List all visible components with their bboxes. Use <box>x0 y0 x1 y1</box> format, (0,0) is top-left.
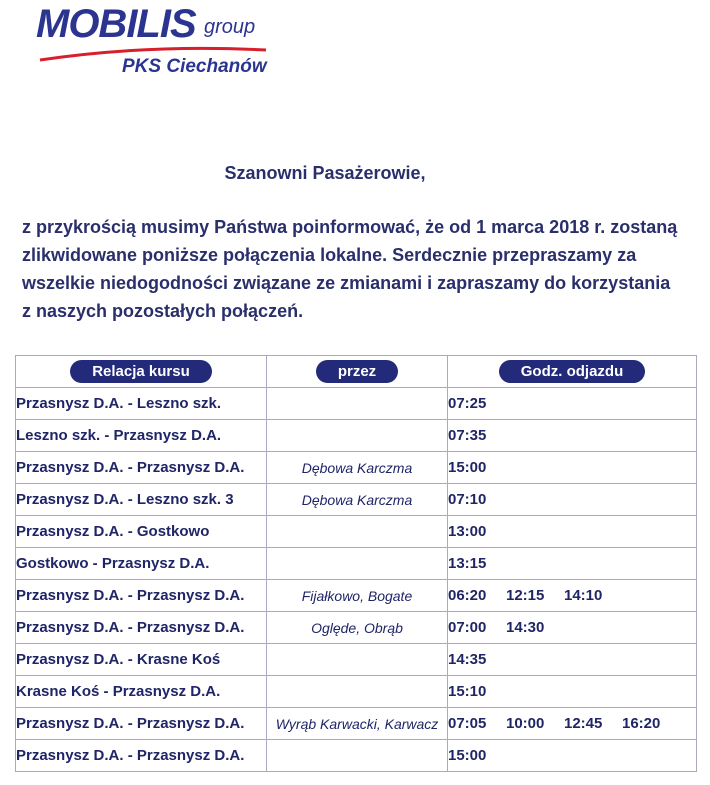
departure-time: 16:20 <box>622 715 661 732</box>
table-row <box>16 676 697 708</box>
table-row <box>16 420 697 452</box>
departure-time: 07:35 <box>448 427 487 444</box>
departure-time: 07:00 <box>448 619 487 636</box>
via-cell: Dębowa Karczma <box>267 484 448 516</box>
route-cell: Przasnysz D.A. - Gostkowo <box>16 516 267 548</box>
times-cell <box>448 548 697 580</box>
timetable-header-row <box>16 356 697 388</box>
notice-body <box>22 213 702 325</box>
departure-time: 13:15 <box>448 555 487 572</box>
table-row <box>16 612 697 644</box>
header-times-label: Godz. odjazdu <box>499 360 646 383</box>
departure-time: 10:00 <box>506 715 545 732</box>
route-cell: Leszno szk. - Przasnysz D.A. <box>16 420 267 452</box>
route-cell: Przasnysz D.A. - Przasnysz D.A. <box>16 740 267 772</box>
route-cell: Przasnysz D.A. - Przasnysz D.A. <box>16 612 267 644</box>
table-row <box>16 452 697 484</box>
departure-time: 07:10 <box>448 491 487 508</box>
header-via <box>267 356 448 388</box>
notice-line: z naszych pozostałych połączeń. <box>22 301 304 321</box>
table-row <box>16 548 697 580</box>
via-cell <box>267 676 448 708</box>
departure-time: 06:20 <box>448 587 487 604</box>
times-cell <box>448 420 697 452</box>
times-cell <box>448 740 697 772</box>
times-cell <box>448 516 697 548</box>
times-cell <box>448 580 697 612</box>
departure-time: 15:10 <box>448 683 487 700</box>
departure-time: 12:45 <box>564 715 603 732</box>
notice-line: z przykrością musimy Państwa poinformować, że od 1 marca 2018 r. zostaną <box>22 217 678 237</box>
header-via-label: przez <box>316 360 398 383</box>
table-row <box>16 484 697 516</box>
route-cell: Przasnysz D.A. - Leszno szk. <box>16 388 267 420</box>
times-cell <box>448 708 697 740</box>
logo-suffix: group <box>204 16 256 38</box>
table-row <box>16 516 697 548</box>
notice-greeting: Szanowni Pasażerowie, <box>224 163 426 183</box>
departure-time: 15:00 <box>448 459 487 476</box>
departure-time: 12:15 <box>506 587 545 604</box>
via-cell <box>267 420 448 452</box>
departure-time: 14:30 <box>506 619 545 636</box>
route-cell: Przasnysz D.A. - Krasne Koś <box>16 644 267 676</box>
route-cell: Przasnysz D.A. - Leszno szk. 3 <box>16 484 267 516</box>
route-cell: Krasne Koś - Przasnysz D.A. <box>16 676 267 708</box>
via-cell: Wyrąb Karwacki, Karwacz <box>267 708 448 740</box>
times-cell <box>448 612 697 644</box>
company-logo <box>36 2 276 80</box>
route-cell: Przasnysz D.A. - Przasnysz D.A. <box>16 452 267 484</box>
times-cell <box>448 644 697 676</box>
table-row <box>16 740 697 772</box>
notice-line: wszelkie niedogodności związane ze zmianami i zapraszamy do korzystania <box>22 273 671 293</box>
via-cell: Oględe, Obrąb <box>267 612 448 644</box>
departure-time: 14:35 <box>448 651 487 668</box>
departure-time: 07:25 <box>448 395 487 412</box>
timetable <box>15 355 697 772</box>
departure-time: 13:00 <box>448 523 487 540</box>
times-cell <box>448 388 697 420</box>
via-cell <box>267 516 448 548</box>
times-cell <box>448 484 697 516</box>
table-row <box>16 388 697 420</box>
via-cell <box>267 644 448 676</box>
departure-time: 14:10 <box>564 587 603 604</box>
times-cell <box>448 676 697 708</box>
departure-time: 15:00 <box>448 747 487 764</box>
table-row <box>16 708 697 740</box>
route-cell: Przasnysz D.A. - Przasnysz D.A. <box>16 580 267 612</box>
via-cell: Fijałkowo, Bogate <box>267 580 448 612</box>
times-cell <box>448 452 697 484</box>
route-cell: Gostkowo - Przasnysz D.A. <box>16 548 267 580</box>
logo-subtitle: PKS Ciechanów <box>122 56 267 77</box>
table-row <box>16 580 697 612</box>
logo-brand: MOBILIS <box>36 2 196 46</box>
notice-line: zlikwidowane poniższe połączenia lokalne. Serdecznie przepraszamy za <box>22 245 637 265</box>
header-times <box>448 356 697 388</box>
departure-time: 07:05 <box>448 715 487 732</box>
header-route-label: Relacja kursu <box>70 360 212 383</box>
timetable-body <box>16 388 697 772</box>
header-route <box>16 356 267 388</box>
via-cell <box>267 548 448 580</box>
table-row <box>16 644 697 676</box>
via-cell: Dębowa Karczma <box>267 452 448 484</box>
via-cell <box>267 740 448 772</box>
route-cell: Przasnysz D.A. - Przasnysz D.A. <box>16 708 267 740</box>
via-cell <box>267 388 448 420</box>
